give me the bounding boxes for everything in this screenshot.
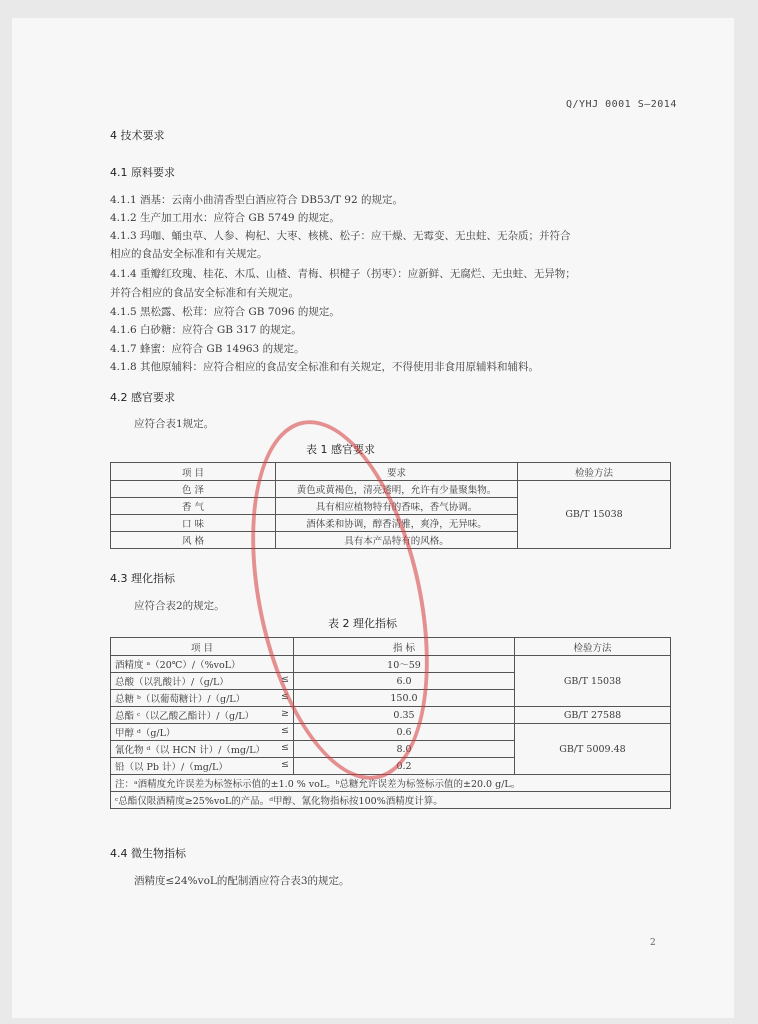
clause-4-1-2: 4.1.2 生产加工用水：应符合 GB 5749 的规定。 <box>110 212 340 224</box>
clause-4-1-4-cont: 并符合相应的食品安全标准和有关规定。 <box>110 287 299 299</box>
sensory-method: GB/T 15038 <box>518 481 671 549</box>
physchem-table <box>110 637 671 809</box>
clause-4-1-3: 4.1.3 玛咖、蛹虫草、人参、枸杞、大枣、核桃、松子：应干燥、无霉变、无虫蛀、无杂质；并符合 <box>110 230 571 242</box>
table-note-row <box>111 775 671 792</box>
physchem-value: 10～59 <box>294 656 515 673</box>
table-row <box>111 707 671 724</box>
clause-4-1-4: 4.1.4 重瓣红玫瑰、桂花、木瓜、山楂、青梅、枳楗子（拐枣）：应新鲜、无腐烂、无虫蛀、无异物； <box>110 268 576 280</box>
physchem-item: 氰化物 ᵈ（以 HCN 计）/（mg/L） ≤ <box>111 741 294 758</box>
physchem-value: 0.2 <box>294 758 515 775</box>
table-row <box>111 724 671 741</box>
physchem-value: 0.35 <box>294 707 515 724</box>
comparison-symbol: ≤ <box>281 742 289 753</box>
sensory-table <box>110 462 671 549</box>
document-number: Q/YHJ 0001 S—2014 <box>566 99 677 110</box>
comparison-symbol: ≥ <box>281 708 289 719</box>
table-header-row <box>111 463 671 481</box>
micro-intro: 酒精度≤24%voL的配制酒应符合表3的规定。 <box>134 875 350 887</box>
physchem-value: 6.0 <box>294 673 515 690</box>
header-method: 检验方法 <box>518 463 671 481</box>
table-1-caption: 表 1 感官要求 <box>306 443 375 456</box>
section-4-1-heading: 4.1 原料要求 <box>110 166 175 179</box>
clause-4-1-1: 4.1.1 酒基：云南小曲清香型白酒应符合 DB53/T 92 的规定。 <box>110 194 403 206</box>
section-4-heading: 4 技术要求 <box>110 129 165 142</box>
table-2-caption: 表 2 理化指标 <box>328 617 397 630</box>
physchem-item: 铅（以 Pb 计）/（mg/L） ≤ <box>111 758 294 775</box>
clause-4-1-5: 4.1.5 黑松露、松茸：应符合 GB 7096 的规定。 <box>110 306 340 318</box>
sensory-requirement: 酒体柔和协调，醇香清雅，爽净，无异味。 <box>276 515 518 532</box>
physchem-method: GB/T 27588 <box>515 707 671 724</box>
physchem-method: GB/T 15038 <box>515 656 671 707</box>
sensory-requirement: 具有相应植物特有的香味，香气协调。 <box>276 498 518 515</box>
sensory-intro: 应符合表1规定。 <box>134 418 215 430</box>
clause-4-1-7: 4.1.7 蜂蜜：应符合 GB 14963 的规定。 <box>110 343 305 355</box>
table-row <box>111 481 671 498</box>
comparison-symbol: ≤ <box>281 759 289 770</box>
sensory-requirement: 黄色或黄褐色，清亮透明，允许有少量聚集物。 <box>276 481 518 498</box>
physchem-intro: 应符合表2的规定。 <box>134 600 225 612</box>
sensory-item: 口 味 <box>111 515 276 532</box>
header-item: 项 目 <box>111 463 276 481</box>
section-4-3-heading: 4.3 理化指标 <box>110 572 175 585</box>
physchem-item: 总酯 ᶜ（以乙酸乙酯计）/（g/L） ≥ <box>111 707 294 724</box>
table-note-row <box>111 792 671 809</box>
section-4-4-heading: 4.4 微生物指标 <box>110 847 186 860</box>
clause-4-1-6: 4.1.6 白砂糖：应符合 GB 317 的规定。 <box>110 324 302 336</box>
physchem-value: 0.6 <box>294 724 515 741</box>
comparison-symbol: ≤ <box>281 674 289 685</box>
table-note-2: ᶜ总酯仅限酒精度≥25%voL的产品。ᵈ甲醇、氰化物指标按100%酒精度计算。 <box>111 792 671 809</box>
table-note-1: 注：ᵃ酒精度允许误差为标签标示值的±1.0 % voL。ᵇ总糖允许误差为标签标示值的±20.0 g/L。 <box>111 775 671 792</box>
physchem-method: GB/T 5009.48 <box>515 724 671 775</box>
header-method: 检验方法 <box>515 638 671 656</box>
sensory-requirement: 具有本产品特有的风格。 <box>276 532 518 549</box>
physchem-value: 150.0 <box>294 690 515 707</box>
physchem-value: 8.0 <box>294 741 515 758</box>
clause-4-1-3-cont: 相应的食品安全标准和有关规定。 <box>110 248 268 260</box>
table-header-row <box>111 638 671 656</box>
physchem-item: 酒精度 ᵃ（20℃）/（%voL） <box>111 656 294 673</box>
sensory-item: 风 格 <box>111 532 276 549</box>
table-row <box>111 656 671 673</box>
sensory-item: 色 泽 <box>111 481 276 498</box>
header-item: 项 目 <box>111 638 294 656</box>
page-number: 2 <box>650 938 656 948</box>
physchem-item: 总糖 ᵇ（以葡萄糖计）/（g/L） ≤ <box>111 690 294 707</box>
sensory-item: 香 气 <box>111 498 276 515</box>
clause-4-1-8: 4.1.8 其他原辅料：应符合相应的食品安全标准和有关规定，不得使用非食用原辅料和辅料。 <box>110 361 540 373</box>
comparison-symbol: ≤ <box>281 725 289 736</box>
physchem-item: 总酸（以乳酸计）/（g/L） ≤ <box>111 673 294 690</box>
header-requirement: 要求 <box>276 463 518 481</box>
comparison-symbol: ≤ <box>281 691 289 702</box>
section-4-2-heading: 4.2 感官要求 <box>110 391 175 404</box>
physchem-item: 甲醇 ᵈ（g/L） ≤ <box>111 724 294 741</box>
header-value: 指 标 <box>294 638 515 656</box>
